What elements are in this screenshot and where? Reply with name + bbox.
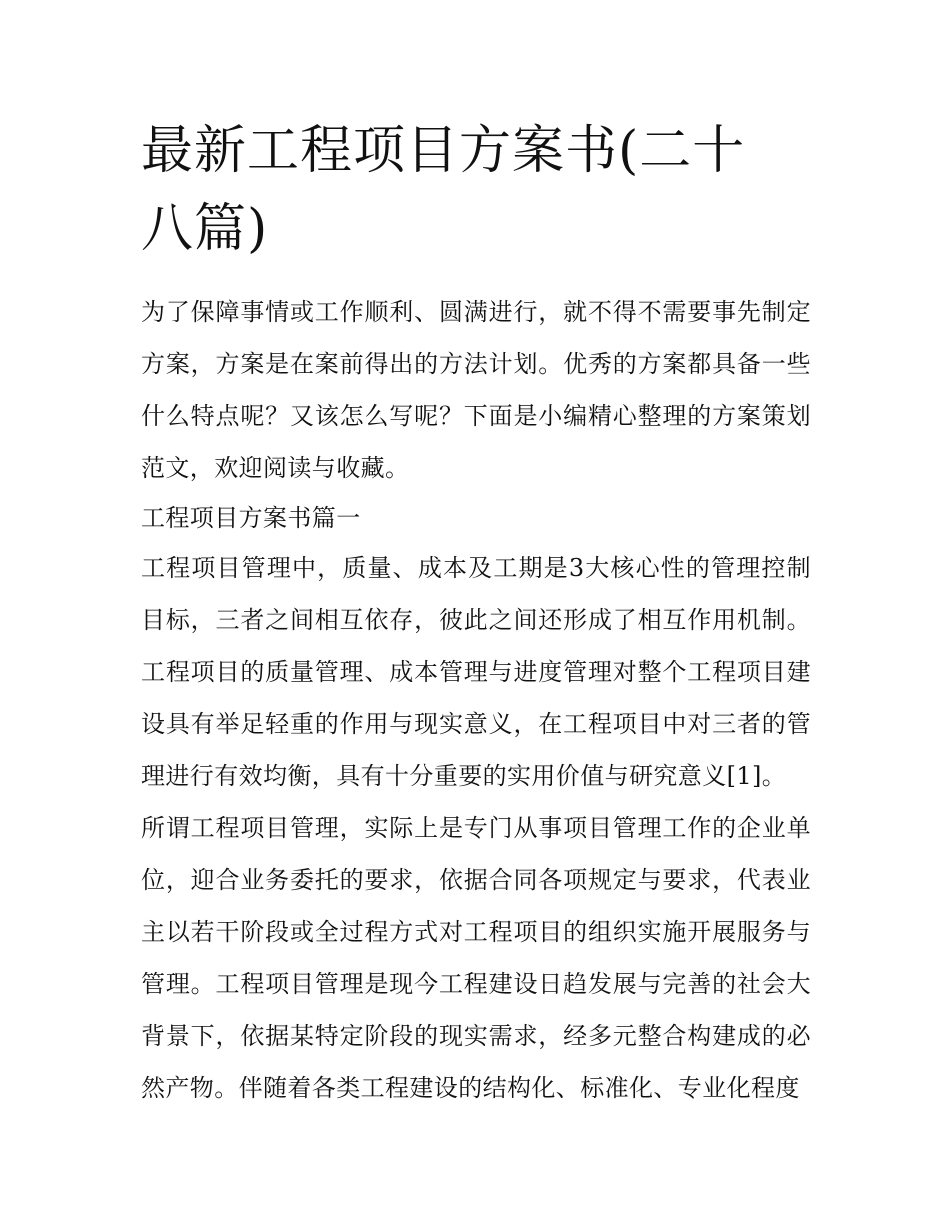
body-paragraph-2: 所谓工程项目管理，实际上是专门从事项目管理工作的企业单位，迎合业务委托的要求，依据合同各项规定与要求，代表业主以若干阶段或全过程方式对工程项目的组织实施开展服务与管理。工程项目管理是现今工程建设日趋发展与完善的社会大背景下，依据某特定阶段的现实需求，经多元整合构建成的必然产物。伴随着各类工程建设的结构化、标准化、专业化程度 xyxy=(141,814,811,1102)
intro-paragraph: 为了保障事情或工作顺利、圆满进行，就不得不需要事先制定方案，方案是在案前得出的方法计划。优秀的方案都具备一些什么特点呢？又该怎么写呢？下面是小编精心整理的方案策划范文，欢迎阅读与收藏。 xyxy=(141,298,811,482)
body-paragraph-1: 工程项目管理中，质量、成本及工期是3大核心性的管理控制目标，三者之间相互依存，彼此之间还形成了相互作用机制。工程项目的质量管理、成本管理与进度管理对整个工程项目建设具有举足轻重的作用与现实意义，在工程项目中对三者的管理进行有效均衡，具有十分重要的实用价值与研究意义[1]。 xyxy=(141,554,811,790)
document-body xyxy=(141,112,811,1114)
document-title: 最新工程项目方案书(二十八篇) xyxy=(141,121,746,259)
section-heading: 工程项目方案书篇一 xyxy=(141,504,361,532)
